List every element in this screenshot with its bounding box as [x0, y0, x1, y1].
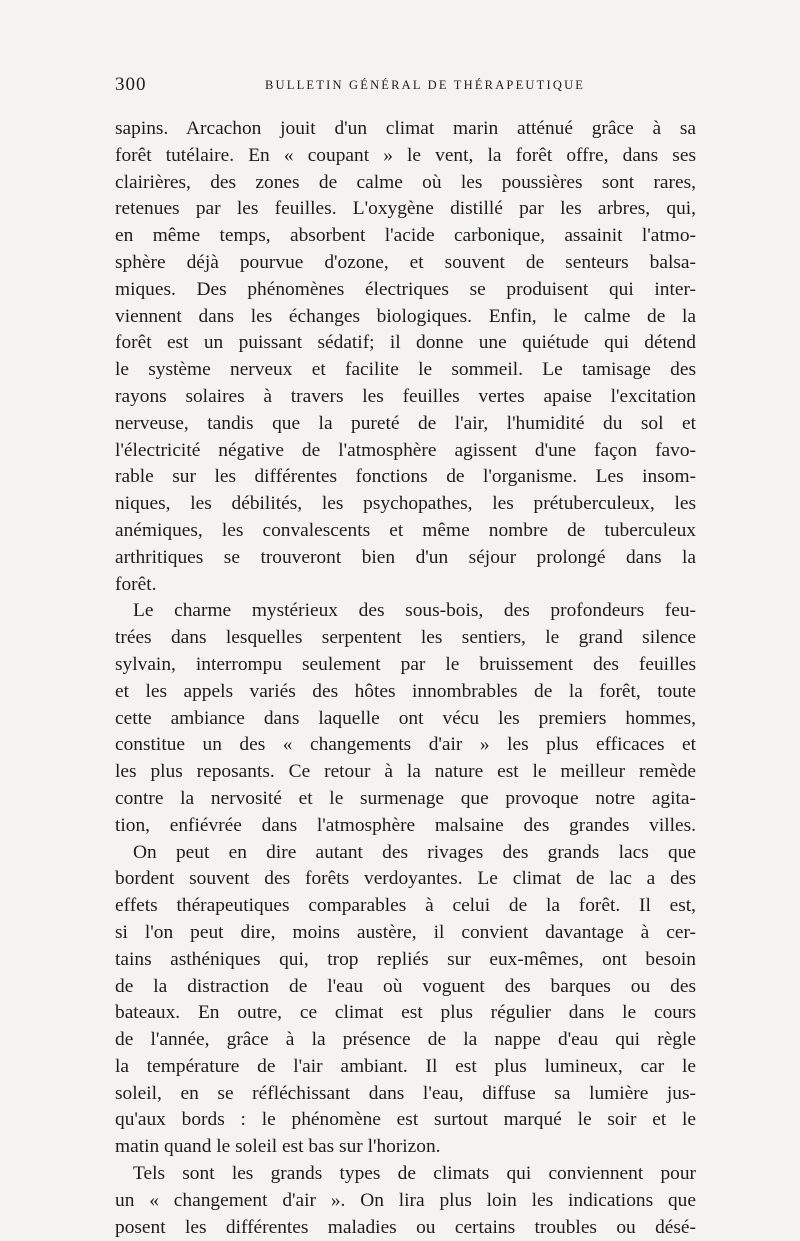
text-line: constitue un des « changements d'air » les plus efficaces et [115, 734, 696, 756]
text-line: tains asthéniques qui, trop repliés sur eux-mêmes, ont besoin [115, 948, 696, 970]
text-line: bateaux. En outre, ce climat est plus régulier dans le cours [115, 1002, 696, 1024]
paragraph [115, 116, 696, 598]
text-line: tion, enfiévrée dans l'atmosphère malsaine des grandes villes. [115, 814, 696, 836]
text-line: matin quand le soleil est bas sur l'horizon. [115, 1136, 441, 1158]
text-line: bordent souvent des forêts verdoyantes. Le climat de lac a des [115, 868, 696, 890]
text-line: de l'année, grâce à la présence de la nappe d'eau qui règle [115, 1029, 696, 1051]
text-line: Tels sont les grands types de climats qui conviennent pour [133, 1163, 696, 1185]
text-line: forêt. [115, 573, 157, 595]
text-line: l'électricité négative de l'atmosphère agissent d'une façon favo- [115, 439, 696, 461]
text-line: rable sur les différentes fonctions de l'organisme. Les insom- [115, 466, 696, 488]
text-line: soleil, en se réfléchissant dans l'eau, diffuse sa lumière jus- [115, 1082, 696, 1104]
paragraph [115, 598, 696, 839]
text-line: miques. Des phénomènes électriques se produisent qui inter- [115, 278, 696, 300]
text-line: sylvain, interrompu seulement par le bruissement des feuilles [115, 653, 696, 675]
running-head [115, 74, 700, 98]
text-line: clairières, des zones de calme où les poussières sont rares, [115, 171, 696, 193]
page-number: 300 [115, 74, 147, 95]
text-line: si l'on peut dire, moins austère, il convient davantage à cer- [115, 921, 696, 943]
text-line: forêt est un puissant sédatif; il donne une quiétude qui détend [115, 332, 696, 354]
paragraph [115, 840, 696, 1162]
text-line: sapins. Arcachon jouit d'un climat marin atténué grâce à sa [115, 118, 696, 139]
text-line: retenues par les feuilles. L'oxygène distillé par les arbres, qui, [115, 198, 696, 220]
text-line: les plus reposants. Ce retour à la nature est le meilleur remède [115, 761, 696, 783]
text-line: On peut en dire autant des rivages des grands lacs que [133, 841, 696, 863]
paragraph [115, 1161, 696, 1241]
text-line: la température de l'air ambiant. Il est plus lumineux, car le [115, 1055, 696, 1077]
text-line: nerveuse, tandis que la pureté de l'air, l'humidité du sol et [115, 412, 696, 434]
text-line: sphère déjà pourvue d'ozone, et souvent de senteurs balsa- [115, 251, 696, 273]
text-line: de la distraction de l'eau où voguent des barques ou des [115, 975, 696, 997]
text-line: posent les différentes maladies ou certains troubles ou désé- [115, 1216, 696, 1238]
text-line: en même temps, absorbent l'acide carbonique, assainit l'atmo- [115, 225, 696, 247]
text-line: arthritiques se trouveront bien d'un séjour prolongé dans la [115, 546, 696, 568]
text-line: le système nerveux et facilite le sommeil. Le tamisage des [115, 359, 696, 381]
text-line: viennent dans les échanges biologiques. Enfin, le calme de la [115, 305, 696, 327]
journal-title: BULLETIN GÉNÉRAL DE THÉRAPEUTIQUE [265, 78, 586, 92]
text-line: qu'aux bords : le phénomène est surtout marqué le soir et le [115, 1109, 696, 1131]
text-line: un « changement d'air ». On lira plus loin les indications que [115, 1189, 696, 1211]
text-line: rayons solaires à travers les feuilles vertes apaise l'excitation [115, 385, 696, 407]
text-line: forêt tutélaire. En « coupant » le vent, la forêt offre, dans ses [115, 144, 696, 166]
text-line: et les appels variés des hôtes innombrables de la forêt, toute [115, 680, 696, 702]
body-text [115, 116, 696, 1241]
text-line: Le charme mystérieux des sous-bois, des profondeurs feu- [133, 600, 696, 622]
text-line: contre la nervosité et le surmenage que provoque notre agita- [115, 787, 696, 809]
text-line: cette ambiance dans laquelle ont vécu les premiers hommes, [115, 707, 696, 729]
text-line: anémiques, les convalescents et même nombre de tuberculeux [115, 519, 696, 541]
text-line: effets thérapeutiques comparables à celui de la forêt. Il est, [115, 895, 696, 917]
text-line: niques, les débilités, les psychopathes, les prétuberculeux, les [115, 493, 696, 515]
text-line: trées dans lesquelles serpentent les sentiers, le grand silence [115, 627, 696, 649]
